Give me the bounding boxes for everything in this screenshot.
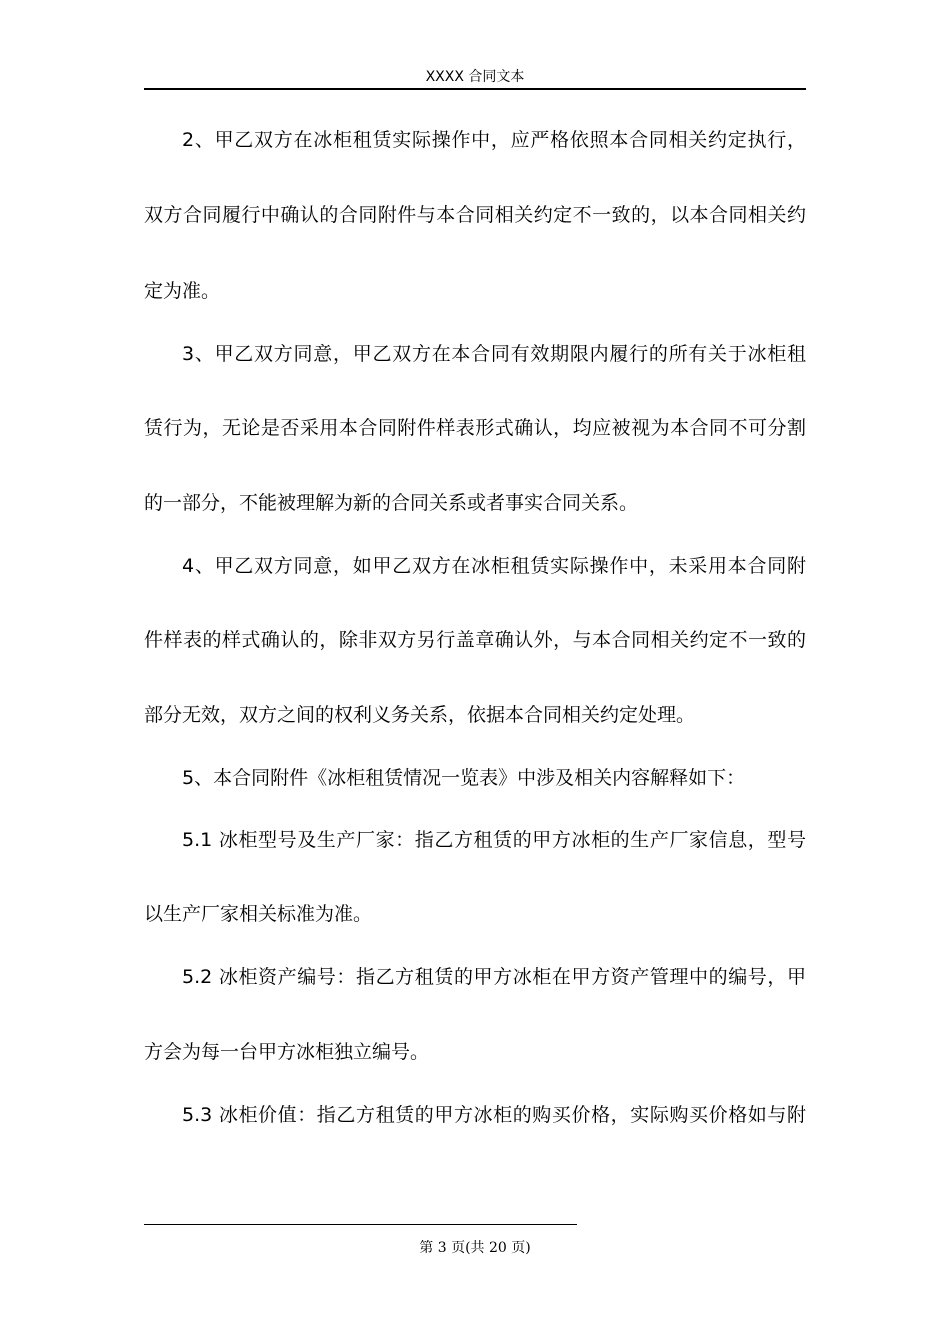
header-divider [144,88,806,90]
paragraph-line: 3、甲乙双方同意，甲乙双方在本合同有效期限内履行的所有关于冰柜租 [182,343,806,365]
paragraph-line: 5.2 冰柜资产编号：指乙方租赁的甲方冰柜在甲方资产管理中的编号，甲 [182,966,806,988]
paragraph-line: 5.3 冰柜价值：指乙方租赁的甲方冰柜的购买价格，实际购买价格如与附 [182,1104,806,1126]
paragraph-line: 赁行为，无论是否采用本合同附件样表形式确认，均应被视为本合同不可分割 [144,417,806,439]
paragraph-line: 定为准。 [144,280,221,302]
paragraph-line: 部分无效，双方之间的权利义务关系，依据本合同相关约定处理。 [144,704,696,726]
paragraph-line: 5、本合同附件《冰柜租赁情况一览表》中涉及相关内容解释如下： [182,767,746,789]
paragraph-line: 的一部分，不能被理解为新的合同关系或者事实合同关系。 [144,492,639,514]
paragraph-line: 双方合同履行中确认的合同附件与本合同相关约定不一致的，以本合同相关约 [144,204,806,226]
footer-divider [144,1224,577,1225]
paragraph-line: 2、甲乙双方在冰柜租赁实际操作中，应严格依照本合同相关约定执行， [182,129,806,151]
document-header-title: XXXX 合同文本 [425,69,525,85]
paragraph-line: 方会为每一台甲方冰柜独立编号。 [144,1041,430,1063]
paragraph-line: 以生产厂家相关标准为准。 [144,903,373,925]
paragraph-line: 4、甲乙双方同意，如甲乙双方在冰柜租赁实际操作中，未采用本合同附 [182,555,806,577]
page-number: 第 3 页(共 20 页) [419,1240,531,1256]
paragraph-line: 5.1 冰柜型号及生产厂家：指乙方租赁的甲方冰柜的生产厂家信息，型号 [182,829,806,851]
paragraph-line: 件样表的样式确认的，除非双方另行盖章确认外，与本合同相关约定不一致的 [144,629,806,651]
